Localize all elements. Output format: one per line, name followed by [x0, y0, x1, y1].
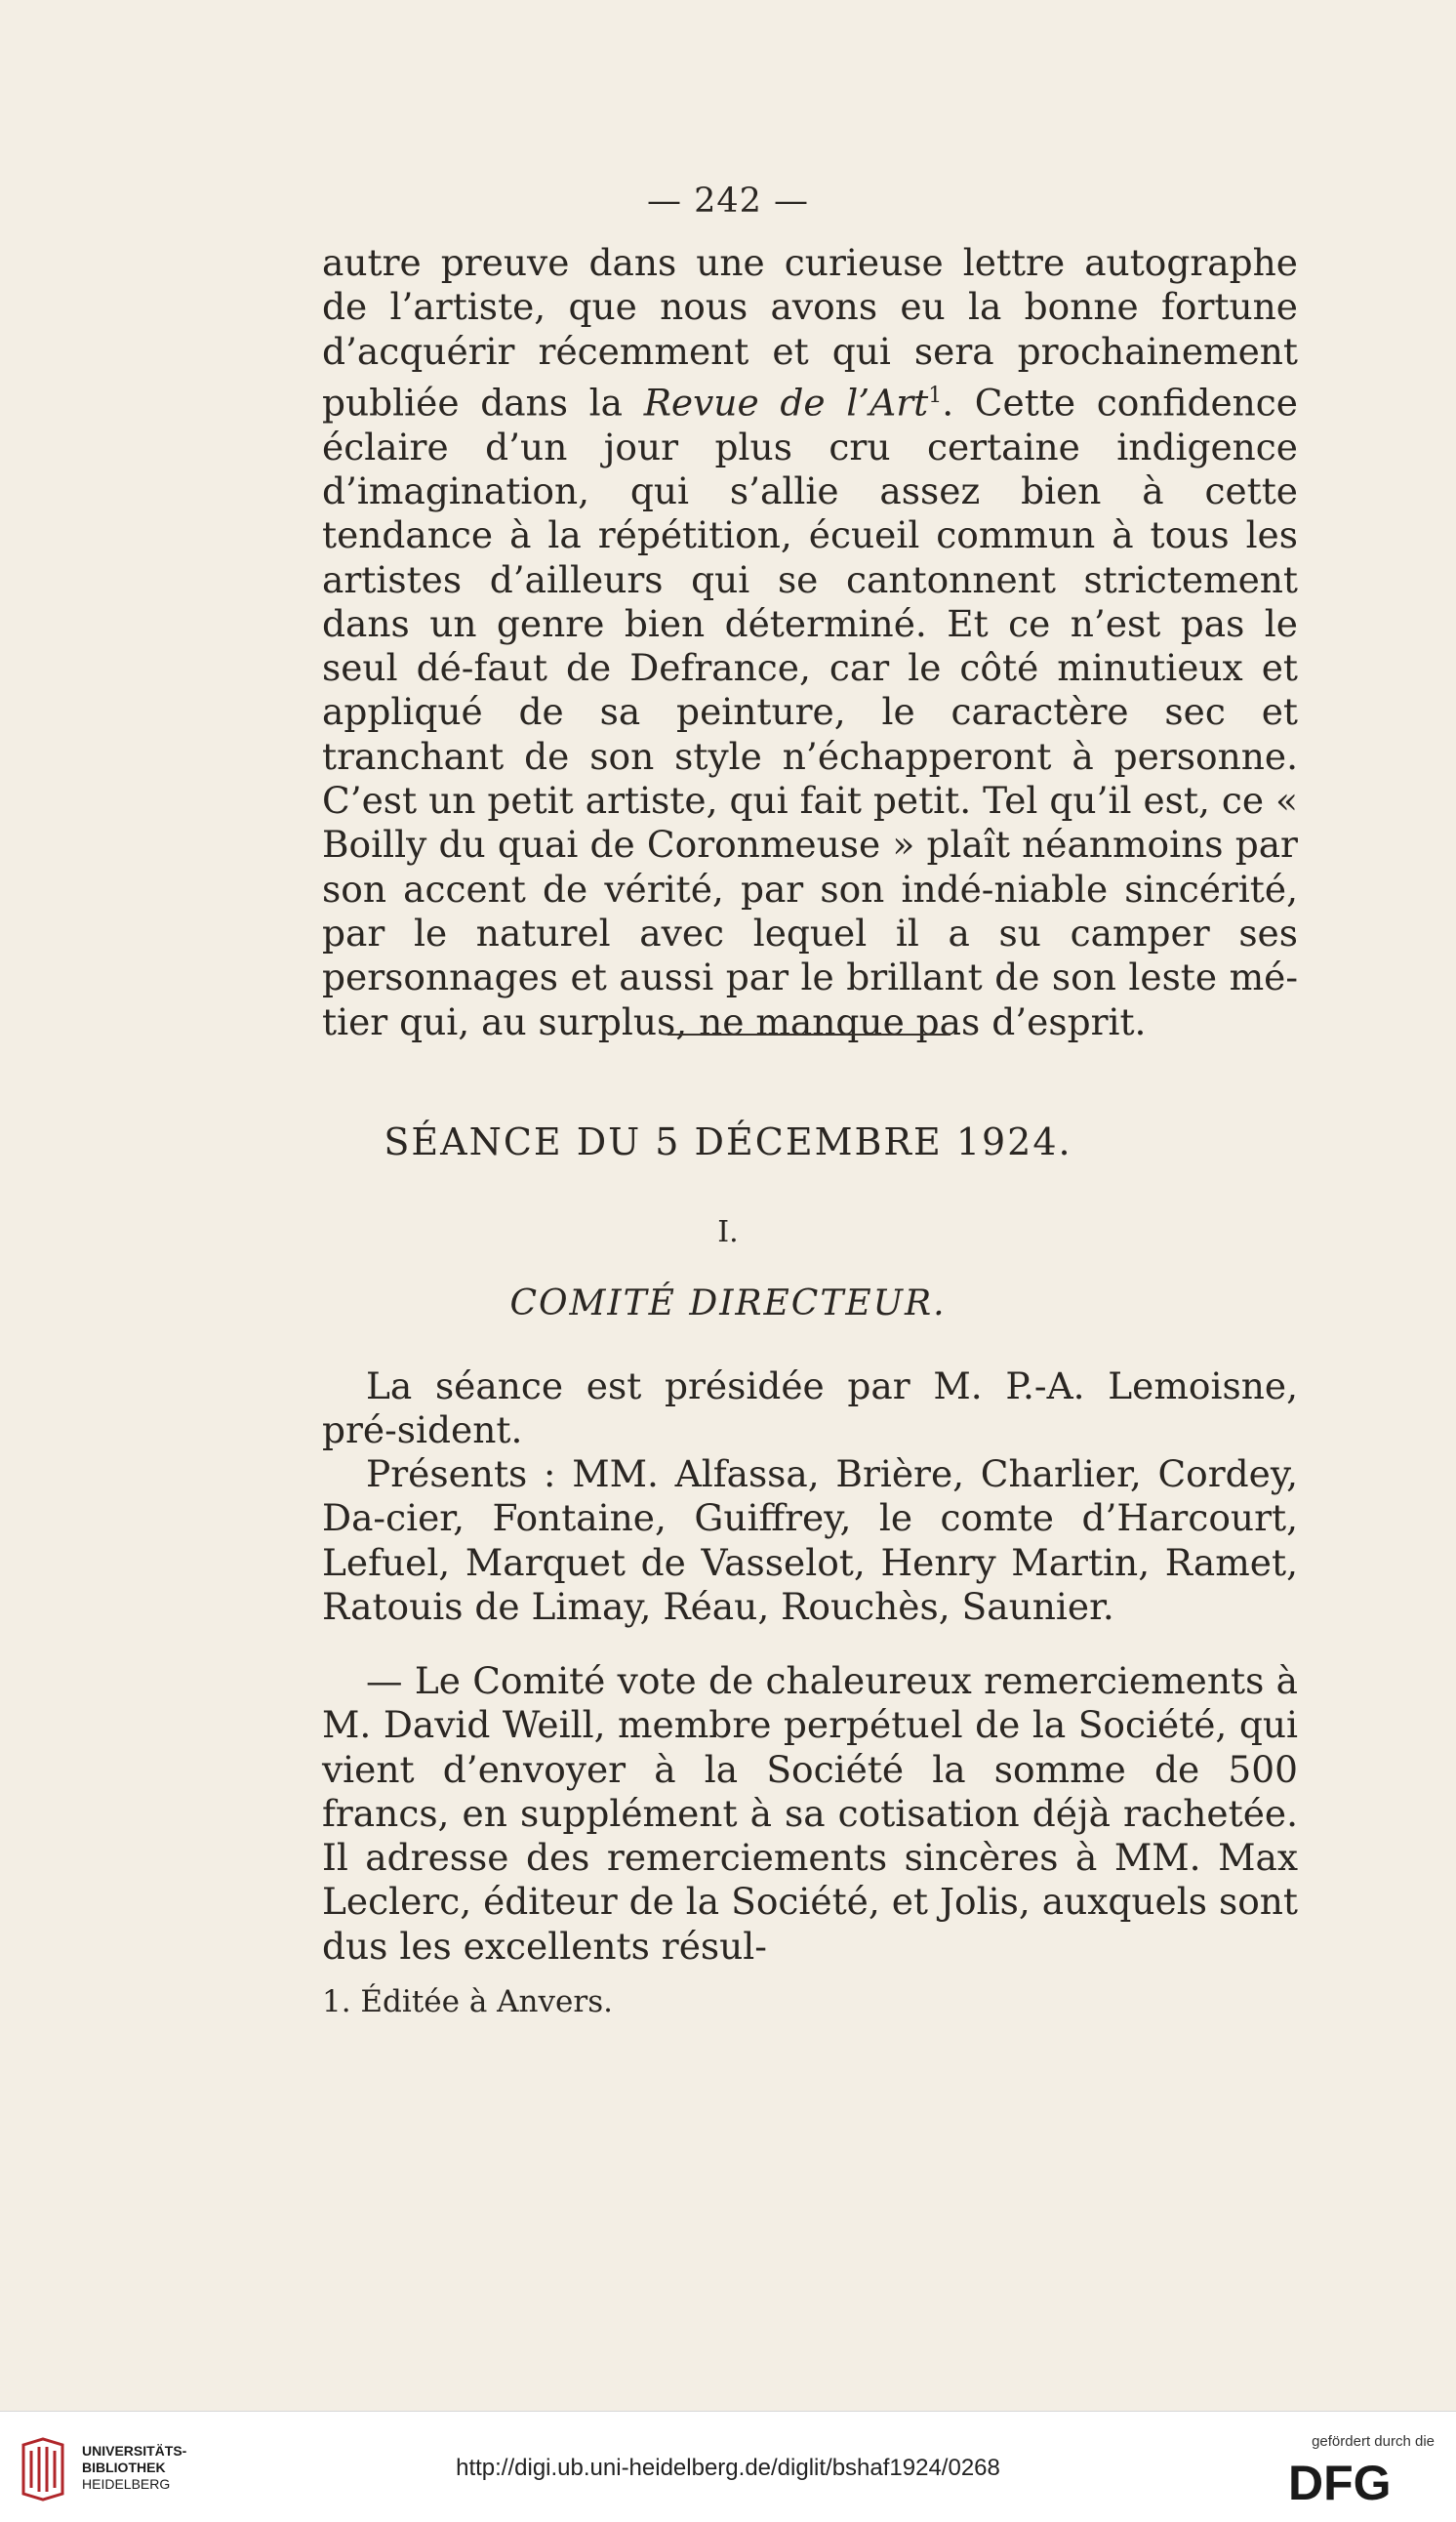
section-title: SÉANCE DU 5 DÉCEMBRE 1924. — [384, 1120, 1072, 1163]
paragraph-continuation — [322, 241, 1298, 1044]
dfg-logo-icon — [1288, 2455, 1435, 2507]
section-number: I. — [717, 1215, 739, 1249]
footnote: 1. Éditée à Anvers. — [322, 1984, 613, 2019]
paragraph-text-before-italic: autre preuve dans une curieuse lettre autographe de l’artiste, que nous avons eu la bonne fortune d’acquérir récemment et qui sera prochainement publiée dans la — [322, 241, 1298, 425]
paragraph-text-after-italic: . Cette confidence éclaire d’un jour plus cru certaine indigence d’imagination, qui s’allie assez bien à cette tendance à la répétition, écueil commun à tous les artistes d’ailleurs qui se cantonnent strictement dans un genre bien déterminé. Et ce n’est pas le seul dé-faut de Defrance, car le côté minutieux et appliqué de sa peinture, le caractère sec et tranchant de son style n’échapperont à personne. C’est un petit artiste, qui fait petit. Tel qu’il est, ce « Boilly du quai de Coronmeuse » plaît néanmoins par son accent de vérité, par son indé-niable sincérité, par le naturel avec lequel il a su camper ses personnages et aussi par le brillant de son leste mé-tier qui, au surplus, ne manque pas d’esprit. — [322, 381, 1298, 1043]
paragraph-text: — Le Comité vote de chaleureux remerciements à M. David Weill, membre perpétuel de la Société, qui vient d’envoyer à la Société la somme de 500 francs, en supplément à sa cotisation déjà rachetée. Il adresse des remerciements sincères à MM. Max Leclerc, éditeur de la Société, et Jolis, auxquels sont dus les excellents résul- — [322, 1659, 1298, 1968]
library-name-line: UNIVERSITÄTS- — [82, 2443, 187, 2459]
journal-title: Revue de l’Art — [643, 381, 929, 425]
page-number: — 242 — — [646, 182, 810, 221]
footnote-reference: 1 — [928, 383, 943, 408]
paragraph-attendees — [322, 1452, 1298, 1629]
subsection-title: COMITÉ DIRECTEUR. — [509, 1283, 947, 1323]
paragraph-text: Présents : MM. Alfassa, Brière, Charlier, Cordey, Da-cier, Fontaine, Guiffrey, le comte d’Harcourt, Lefuel, Marquet de Vasselot, Henry Martin, Ramet, Ratouis de Limay, Réau, Rouchès, Saunier. — [322, 1452, 1298, 1628]
section-divider — [667, 1034, 950, 1036]
paragraph-text: La séance est présidée par M. P.-A. Lemoisne, pré-sident. — [322, 1364, 1298, 1452]
paragraph-presidency — [322, 1364, 1298, 1453]
permalink-url[interactable]: http://digi.ub.uni-heidelberg.de/diglit/bshaf1924/0268 — [456, 2455, 1000, 2481]
funding-label: gefördert durch die — [1312, 2433, 1435, 2450]
dfg-logo-text: DFG — [1288, 2456, 1392, 2507]
library-name-line: HEIDELBERG — [82, 2476, 171, 2492]
paragraph-thanks — [322, 1659, 1298, 1969]
footer-bar — [0, 2411, 1456, 2522]
library-name-line: BIBLIOTHEK — [82, 2460, 166, 2475]
